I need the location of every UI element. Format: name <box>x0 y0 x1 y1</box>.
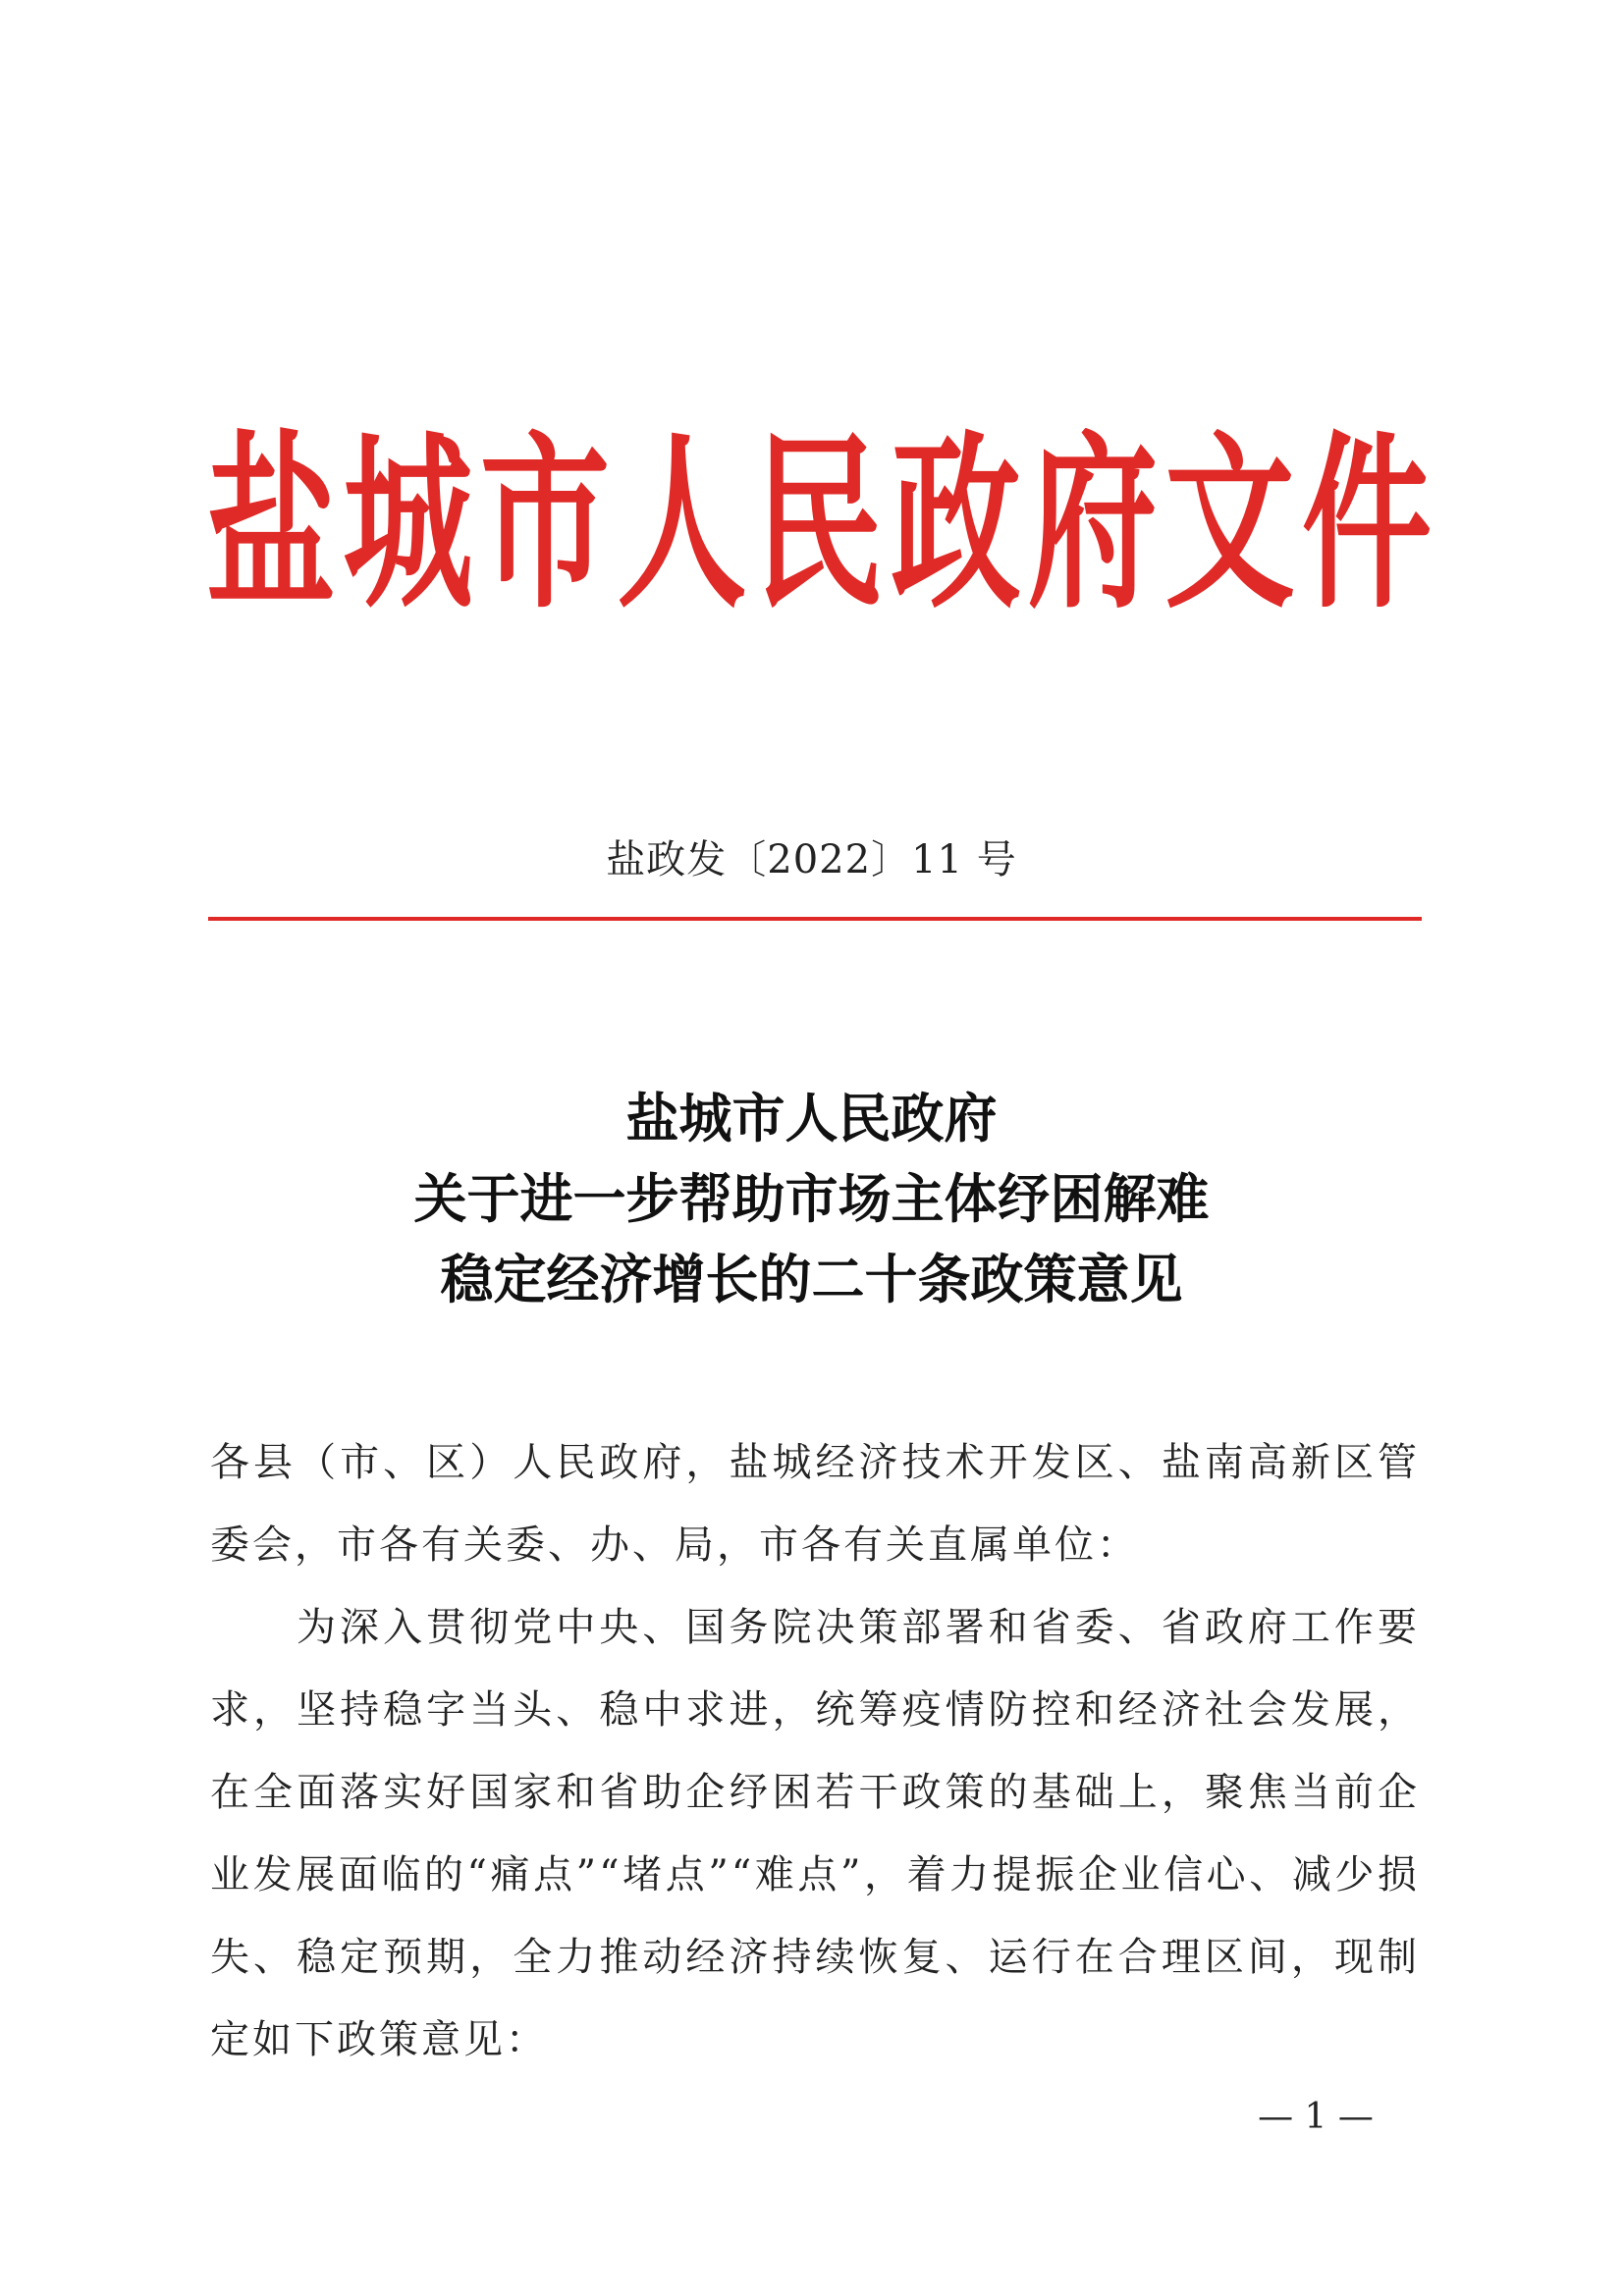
document-masthead <box>206 415 1432 635</box>
document-number: 盐政发〔2022〕11 号 <box>606 837 1017 882</box>
masthead-char: 政 <box>891 415 1021 635</box>
masthead-char: 件 <box>1302 415 1432 635</box>
masthead-char: 文 <box>1164 415 1295 635</box>
document-title <box>0 1078 1623 1319</box>
addressee-paragraph: 各县（市、区）人民政府，盐城经济技术开发区、盐南高新区管委会，市各有关委、办、局，市各有关直属单位： <box>210 1440 1420 1568</box>
masthead-char: 城 <box>343 415 473 635</box>
masthead-char: 人 <box>617 415 747 635</box>
masthead-char: 市 <box>480 415 610 635</box>
title-line-3: 稳定经济增长的二十条政策意见 <box>440 1248 1183 1310</box>
document-body <box>210 1421 1420 2081</box>
title-line-2: 关于进一步帮助市场主体纾困解难 <box>413 1167 1210 1230</box>
masthead-char: 民 <box>754 415 884 635</box>
masthead-char: 盐 <box>206 415 336 635</box>
masthead-char: 府 <box>1028 415 1158 635</box>
body-paragraph: 为深入贯彻党中央、国务院决策部署和省委、省政府工作要求，坚持稳字当头、稳中求进，统筹疫情防控和经济社会发展，在全面落实好国家和省助企纾困若干政策的基础上，聚焦当前企业发展面临的“痛点”“堵点”“难点”，着力提振企业信心、减少损失、稳定预期，全力推动经济持续恢复、运行在合理区间，现制定如下政策意见： <box>210 1605 1420 2062</box>
title-line-1: 盐城市人民政府 <box>625 1087 998 1149</box>
page-number: — 1 — <box>1258 2097 1374 2137</box>
red-separator-line <box>208 917 1422 921</box>
